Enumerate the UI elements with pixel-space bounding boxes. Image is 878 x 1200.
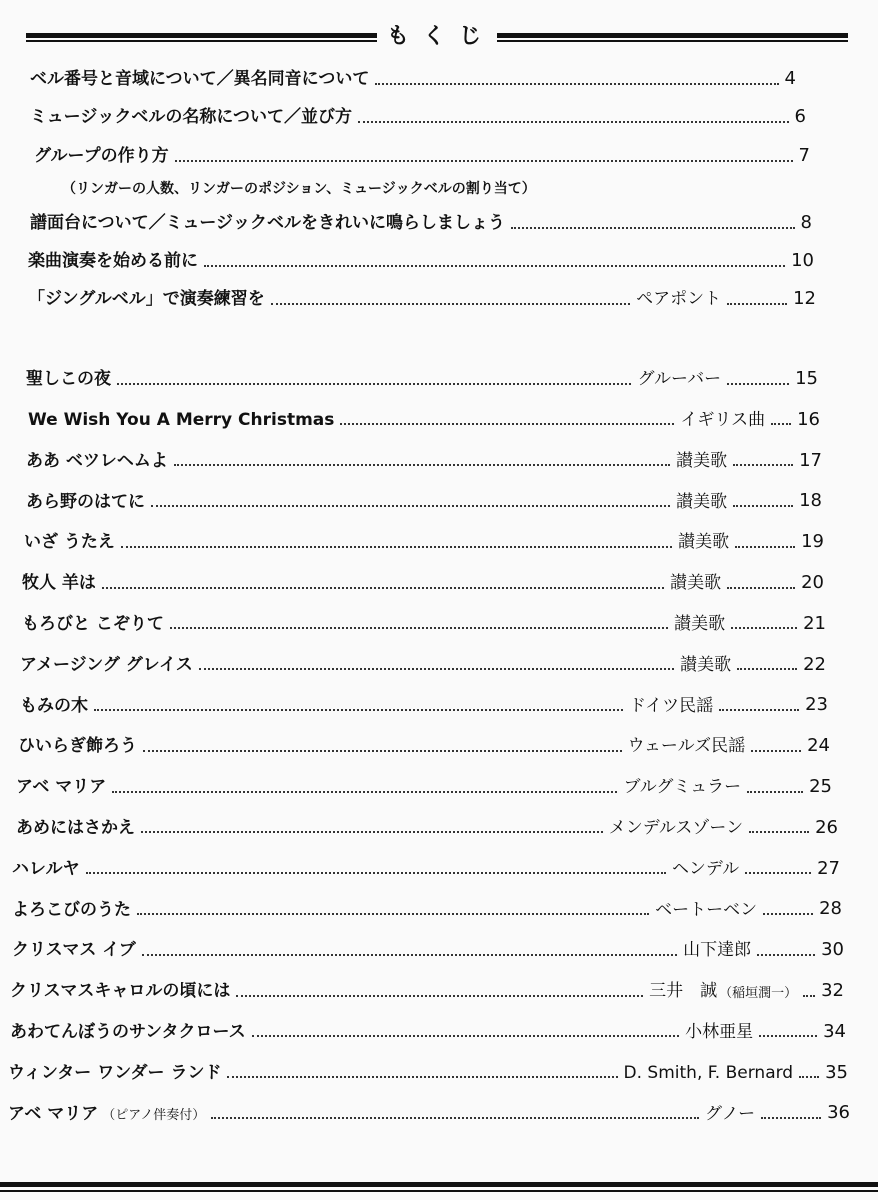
entry-title: ベル番号と音域について／異名同音について xyxy=(30,69,370,90)
dot-leader xyxy=(751,750,801,752)
dot-leader xyxy=(727,303,787,305)
dot-leader xyxy=(735,546,795,548)
entry-credit: 讃美歌 xyxy=(680,654,732,675)
entry-title: ハレルヤ xyxy=(12,858,80,879)
dot-leader xyxy=(204,265,785,267)
toc-entry xyxy=(26,490,822,512)
dot-leader xyxy=(731,627,797,629)
entry-title: アベ マリア xyxy=(16,777,107,798)
dot-leader xyxy=(749,831,809,833)
dot-leader xyxy=(771,423,791,425)
dot-leader xyxy=(121,546,672,548)
entry-page: 30 xyxy=(821,939,844,961)
entry-title: アベ マリア xyxy=(8,1103,99,1124)
toc-entry xyxy=(28,250,814,272)
entry-title-note: （ピアノ伴奏付） xyxy=(102,1108,206,1124)
toc-header xyxy=(26,22,848,52)
entry-title: 牧人 羊は xyxy=(22,573,96,594)
entry-title: We Wish You A Merry Christmas xyxy=(28,410,335,430)
entry-title: ミュージックベルの名称について／並び方 xyxy=(30,107,352,128)
dot-leader xyxy=(102,587,664,589)
header-rule-right xyxy=(497,32,848,43)
dot-leader xyxy=(727,383,789,385)
entry-page: 35 xyxy=(825,1061,848,1083)
entry-page: 18 xyxy=(799,490,822,512)
dot-leader xyxy=(236,995,643,997)
entry-page: 32 xyxy=(821,980,844,1001)
entry-page: 22 xyxy=(803,653,826,675)
entry-credit: D. Smith, F. Bernard xyxy=(623,1062,794,1083)
dot-leader xyxy=(719,709,799,711)
toc-entry xyxy=(22,613,826,635)
entry-page: 6 xyxy=(794,106,806,127)
entry-page: 4 xyxy=(784,68,796,89)
dot-leader xyxy=(271,303,630,305)
entry-title: ひいらぎ飾ろう xyxy=(18,736,137,757)
dot-leader xyxy=(761,1117,821,1119)
toc-entry xyxy=(12,858,840,880)
entry-page: 23 xyxy=(805,694,828,716)
entry-title: 楽曲演奏を始める前に xyxy=(28,251,198,272)
entry-title: いざ うたえ xyxy=(24,532,115,553)
toc-entry xyxy=(22,572,824,594)
toc-entry xyxy=(12,939,844,961)
dot-leader xyxy=(151,505,670,507)
entry-credit: ペアポント xyxy=(636,289,722,310)
entry-title: ウィンター ワンダー ランド xyxy=(8,1062,222,1083)
entry-credit: ヘンデル xyxy=(671,858,740,879)
entry-page: 27 xyxy=(817,857,840,879)
entry-page: 10 xyxy=(791,250,814,271)
dot-leader xyxy=(227,1076,617,1078)
entry-page: 17 xyxy=(799,449,822,471)
entry-title: あめにはさかえ xyxy=(16,818,135,838)
entry-credit: 讃美歌 xyxy=(678,532,730,553)
entry-title: ああ ベツレヘムよ xyxy=(26,450,168,471)
entry-page: 25 xyxy=(809,776,832,797)
toc-entry xyxy=(10,1021,846,1043)
dot-leader xyxy=(199,668,674,670)
entry-credit: 讃美歌 xyxy=(670,573,722,594)
footer-rule xyxy=(0,1182,878,1196)
toc-entry xyxy=(26,368,818,390)
dot-leader xyxy=(375,83,778,85)
toc-entry xyxy=(28,288,816,310)
dot-leader xyxy=(757,954,815,956)
entry-page: 36 xyxy=(827,1102,850,1124)
entry-title: よろこびのうた xyxy=(12,899,131,920)
entry-page: 7 xyxy=(798,145,810,166)
entry-page: 16 xyxy=(797,408,820,430)
entry-credit: 讃美歌 xyxy=(676,450,728,471)
entry-page: 20 xyxy=(801,572,824,593)
header-rule-left xyxy=(26,32,377,43)
entry-page: 12 xyxy=(793,288,816,309)
entry-credit: ウェールズ民謡 xyxy=(627,736,746,757)
entry-page: 28 xyxy=(819,898,842,920)
dot-leader xyxy=(358,121,789,123)
toc-entry xyxy=(30,68,796,90)
dot-leader xyxy=(799,1076,819,1078)
entry-credit: ベートーベン xyxy=(655,899,758,920)
toc-entry xyxy=(16,817,838,839)
entry-page: 15 xyxy=(795,368,818,389)
dot-leader xyxy=(737,668,797,670)
entry-title: 聖しこの夜 xyxy=(26,369,111,390)
dot-leader xyxy=(141,831,603,833)
entry-title: クリスマスキャロルの頃には xyxy=(10,981,231,1002)
entry-credit: 三井 誠 xyxy=(649,981,718,1002)
dot-leader xyxy=(174,464,670,466)
toc-entry xyxy=(28,409,820,431)
dot-leader xyxy=(112,791,617,793)
entry-credit: グルーバー xyxy=(637,369,722,390)
dot-leader xyxy=(175,160,793,162)
entry-title: アメージング グレイス xyxy=(20,654,193,675)
dot-leader xyxy=(745,872,811,874)
entry-credit: 讃美歌 xyxy=(674,614,726,634)
toc-entry xyxy=(10,980,844,1002)
dot-leader xyxy=(94,709,623,711)
toc-entry xyxy=(20,654,826,676)
dot-leader xyxy=(733,464,793,466)
toc-entry xyxy=(8,1102,850,1124)
entry-page: 34 xyxy=(823,1020,846,1042)
entry-credit: ドイツ民謡 xyxy=(628,695,714,716)
dot-leader xyxy=(340,423,674,425)
toc-entry xyxy=(8,1062,848,1084)
entry-title: クリスマス イブ xyxy=(12,940,136,961)
entry-title: 譜面台について／ミュージックベルをきれいに鳴らしましょう xyxy=(30,213,505,234)
entry-title: あら野のはてに xyxy=(26,491,145,512)
dot-leader xyxy=(759,1035,817,1037)
dot-leader xyxy=(252,1035,679,1037)
toc-entry xyxy=(16,776,832,798)
page-title: もくじ xyxy=(387,24,496,49)
entry-title: 「ジングルベル」で演奏練習を xyxy=(28,289,265,310)
dot-leader xyxy=(117,383,631,385)
toc-entry xyxy=(24,531,824,553)
dot-leader xyxy=(763,913,813,915)
entry-title: グループの作り方 xyxy=(34,146,169,167)
entry-page: 26 xyxy=(815,816,838,838)
entry-credit: イギリス曲 xyxy=(680,410,766,430)
entry-title: もみの木 xyxy=(20,695,88,716)
entry-credit: グノー xyxy=(704,1103,756,1124)
entry-credit: ブルグミュラー xyxy=(623,777,742,798)
dot-leader xyxy=(137,913,649,915)
dot-leader xyxy=(747,791,803,793)
entry-page: 24 xyxy=(807,735,830,757)
entry-page: 19 xyxy=(801,531,824,553)
entry-title: あわてんぼうのサンタクロース xyxy=(10,1022,246,1042)
dot-leader xyxy=(86,872,666,874)
dot-leader xyxy=(733,505,793,507)
dot-leader xyxy=(211,1117,699,1119)
toc-entry xyxy=(26,450,822,472)
toc-entry xyxy=(30,212,812,234)
entry-credit: 讃美歌 xyxy=(676,491,728,512)
dot-leader xyxy=(511,227,795,229)
dot-leader xyxy=(143,750,622,752)
group-note: （リンガーの人数、リンガーのポジション、ミュージックベルの割り当て） xyxy=(62,181,536,197)
entry-credit-note: （稲垣潤一） xyxy=(719,986,798,1001)
toc-entry xyxy=(12,898,842,920)
entry-credit: 小林亜星 xyxy=(685,1022,754,1042)
entry-title: もろびと こぞりて xyxy=(22,614,164,634)
entry-page: 21 xyxy=(803,612,826,634)
entry-page: 8 xyxy=(800,212,812,233)
entry-credit: 山下達郎 xyxy=(683,940,752,961)
dot-leader xyxy=(170,627,668,629)
dot-leader xyxy=(142,954,677,956)
toc-entry xyxy=(30,106,806,128)
dot-leader xyxy=(727,587,795,589)
toc-entry xyxy=(34,145,810,167)
toc-entry xyxy=(18,735,830,757)
dot-leader xyxy=(803,995,815,997)
entry-credit: メンデルスゾーン xyxy=(608,818,744,838)
toc-entry xyxy=(20,694,828,716)
